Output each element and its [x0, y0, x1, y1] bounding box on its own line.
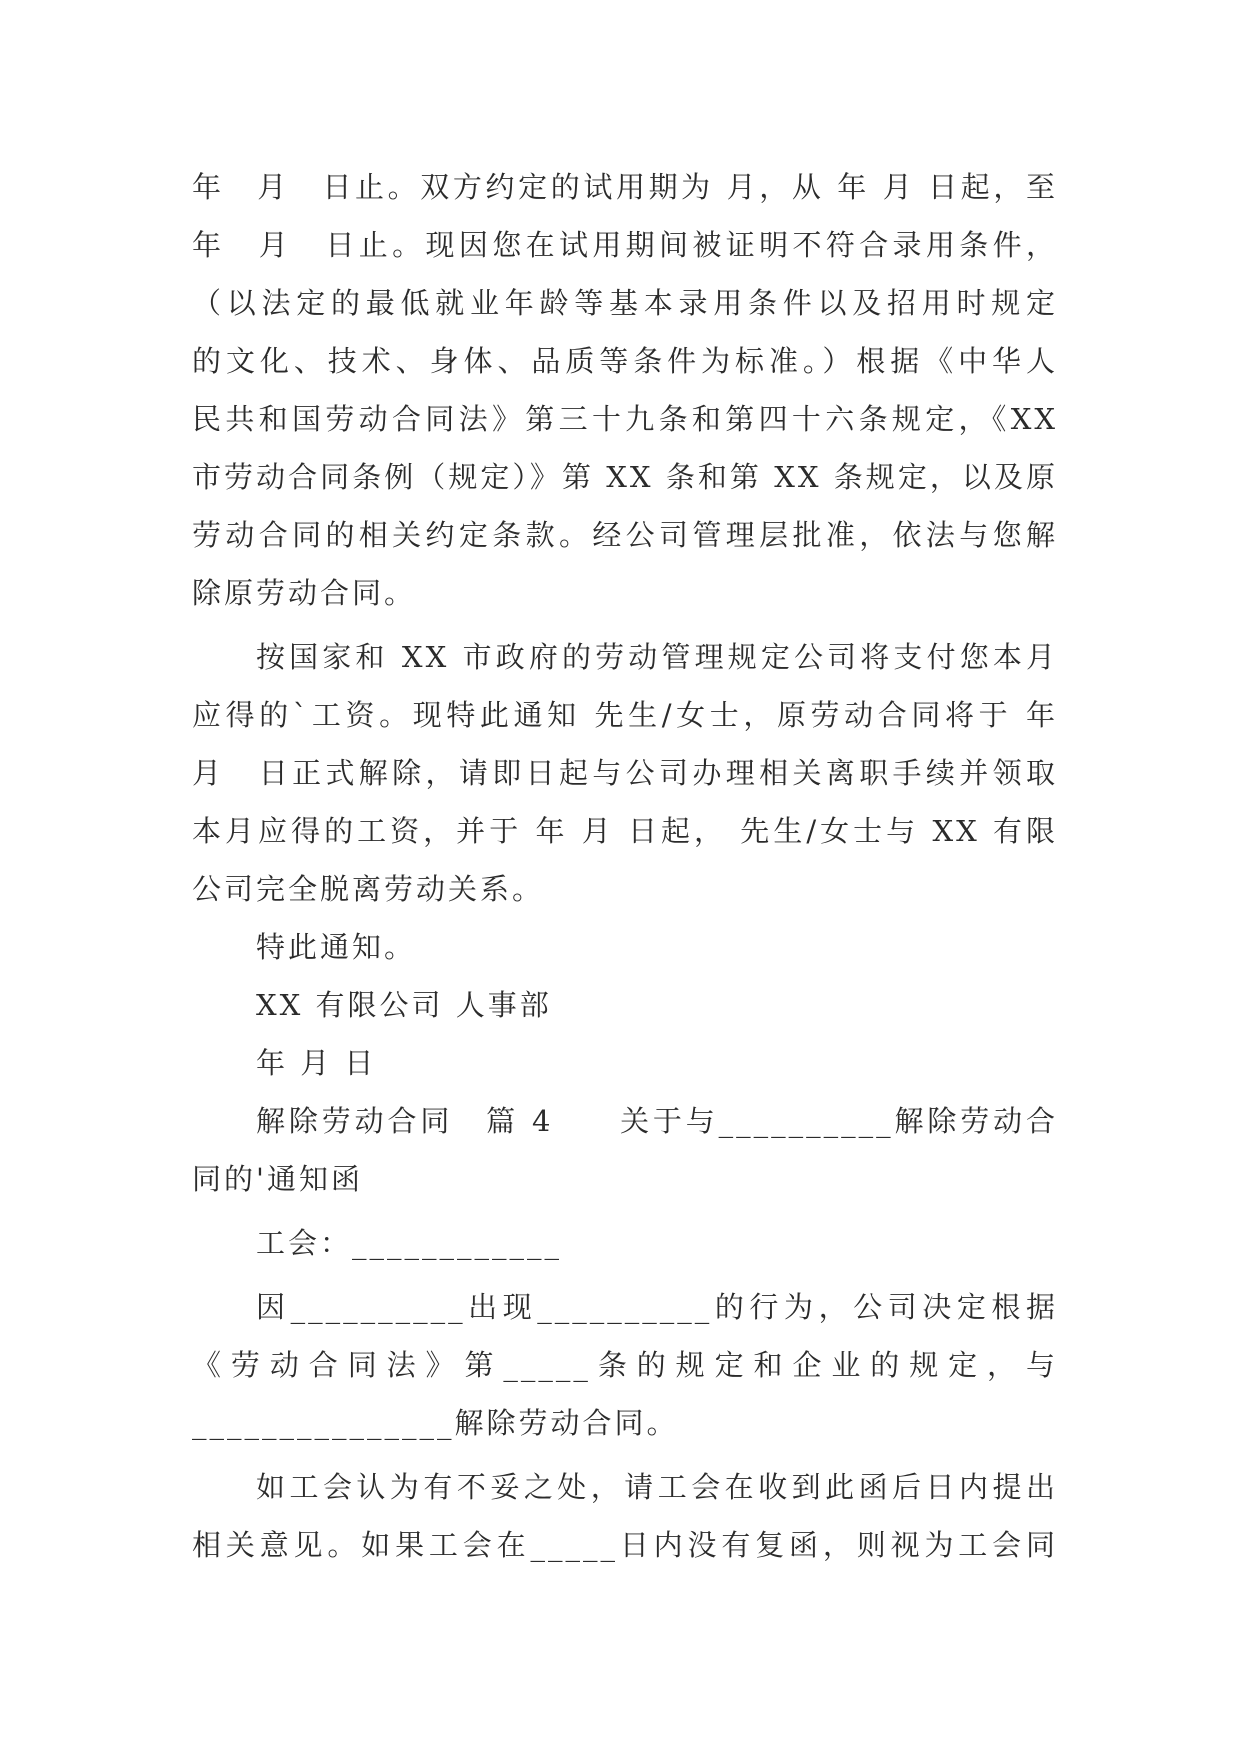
body-line-10: 应得的`工资。现特此通知 先生/女士，原劳动合同将于 年	[192, 698, 1058, 732]
body-line-8: 除原劳动合同。	[192, 576, 417, 610]
body-line-7: 劳动合同的相关约定条款。经公司管理层批准，依法与您解	[192, 518, 1058, 552]
union-salutation: 工会：____________	[256, 1226, 563, 1260]
body-line-21: 《劳动合同法》第_____条的规定和企业的规定，与	[192, 1348, 1058, 1382]
body-line-20: 因__________出现__________的行为，公司决定根据	[256, 1290, 1058, 1324]
body-line-1: 年 月 日止。双方约定的试用期为 月，从 年 月 日起，至	[192, 170, 1058, 204]
body-line-24: 相关意见。如果工会在_____日内没有复函，则视为工会同	[192, 1528, 1058, 1562]
body-line-6: 市劳动合同条例（规定）》第 XX 条和第 XX 条规定，以及原	[192, 460, 1058, 494]
body-line-2: 年 月 日止。现因您在试用期间被证明不符合录用条件，	[192, 228, 1058, 262]
notice-closing: 特此通知。	[256, 930, 417, 964]
body-line-13: 公司完全脱离劳动关系。	[192, 872, 545, 906]
signature-department: XX 有限公司 人事部	[256, 988, 552, 1022]
signature-date: 年 月 日	[256, 1046, 377, 1080]
body-line-5: 民共和国劳动合同法》第三十九条和第四十六条规定，《XX	[192, 402, 1058, 436]
body-line-22: _______________解除劳动合同。	[192, 1406, 679, 1440]
body-line-3: （以法定的最低就业年龄等基本录用条件以及招用时规定	[192, 286, 1058, 320]
body-line-4: 的文化、技术、身体、品质等条件为标准。）根据《中华人	[192, 344, 1058, 378]
body-line-9: 按国家和 XX 市政府的劳动管理规定公司将支付您本月	[256, 640, 1058, 674]
section-heading-line-2: 同的'通知函	[192, 1162, 363, 1196]
document-body	[192, 158, 1058, 1574]
body-line-23: 如工会认为有不妥之处，请工会在收到此函后日内提出	[256, 1470, 1058, 1504]
section-heading-line-1: 解除劳动合同 篇 4 关于与__________解除劳动合	[256, 1104, 1058, 1138]
body-line-11: 月 日正式解除，请即日起与公司办理相关离职手续并领取	[192, 756, 1058, 790]
body-line-12: 本月应得的工资，并于 年 月 日起， 先生/女士与 XX 有限	[192, 814, 1058, 848]
